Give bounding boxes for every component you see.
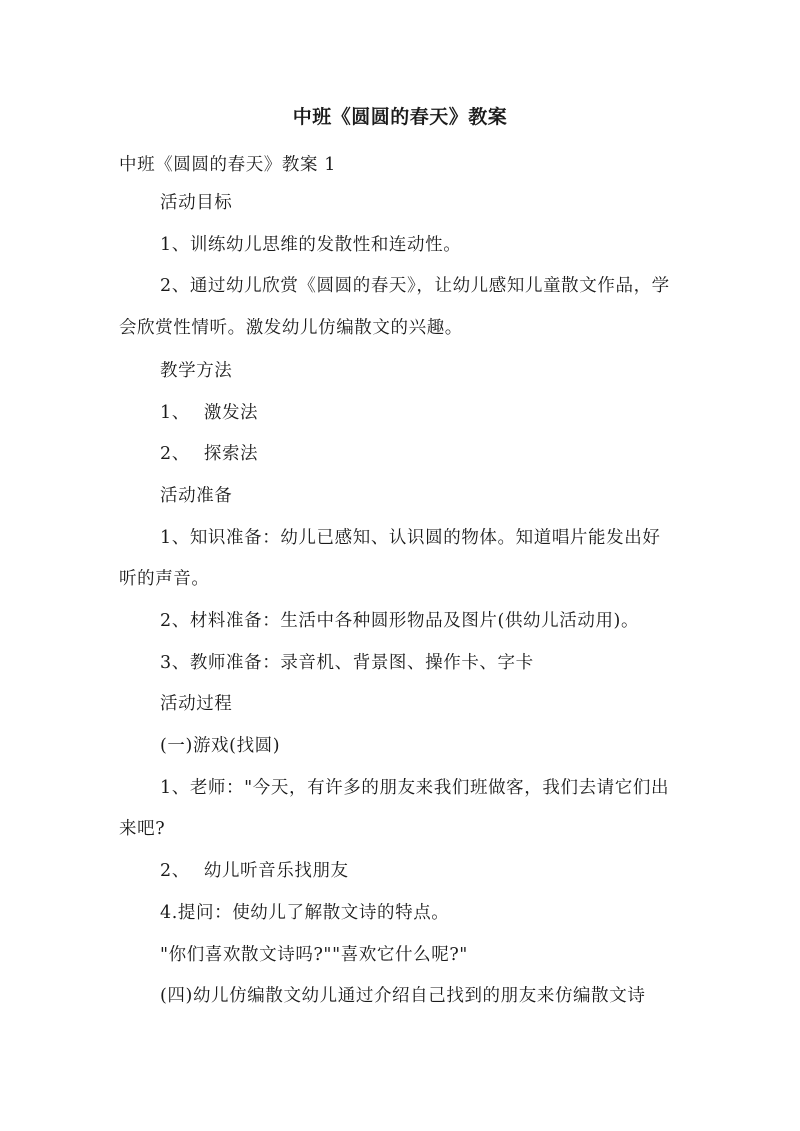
paragraph-line: 1、老师："今天，有许多的朋友来我们班做客，我们去请它们出 [160,778,670,798]
paragraph-line: 1、知识准备：幼儿已感知、认识圆的物体。知道唱片能发出好 [160,528,661,548]
list-text: 探索法 [203,444,259,464]
list-number: 2、 [160,444,190,464]
document-title: 中班《圆圆的春天》教案 [292,106,508,128]
paragraph-line: "你们喜欢散文诗吗?""喜欢它什么呢?" [160,945,468,965]
paragraph-line: 会欣赏性情听。激发幼儿仿编散文的兴趣。 [119,318,463,338]
subtitle: 中班《圆圆的春天》教案 1 [119,155,336,175]
paragraph-line: (一)游戏(找圆) [160,736,281,756]
paragraph-line: 听的声音。 [119,569,210,589]
paragraph-line: 1、训练幼儿思维的发散性和连动性。 [160,235,462,255]
list-item [160,858,349,884]
paragraph-line: 来吧? [119,819,166,839]
paragraph-line: (四)幼儿仿编散文幼儿通过介绍自己找到的朋友来仿编散文诗 [160,986,646,1006]
paragraph-line: 2、通过幼儿欣赏《圆圆的春天》，让幼儿感知儿童散文作品，学 [160,276,670,296]
section-heading: 活动准备 [160,486,233,506]
list-item [160,400,258,426]
list-number: 2、 [160,861,190,881]
list-number: 1、 [160,403,190,423]
section-heading: 活动目标 [160,193,233,213]
section-heading: 教学方法 [160,361,233,381]
list-text: 激发法 [203,403,259,423]
paragraph-line: 3、教师准备：录音机、背景图、操作卡、字卡 [160,653,534,673]
list-text: 幼儿听音乐找朋友 [203,861,349,881]
paragraph-line: 2、材料准备：生活中各种圆形物品及图片(供幼儿活动用)。 [160,611,640,631]
paragraph-line: 4.提问：使幼儿了解散文诗的特点。 [160,903,450,923]
section-heading: 活动过程 [160,694,233,714]
list-item [160,441,258,467]
